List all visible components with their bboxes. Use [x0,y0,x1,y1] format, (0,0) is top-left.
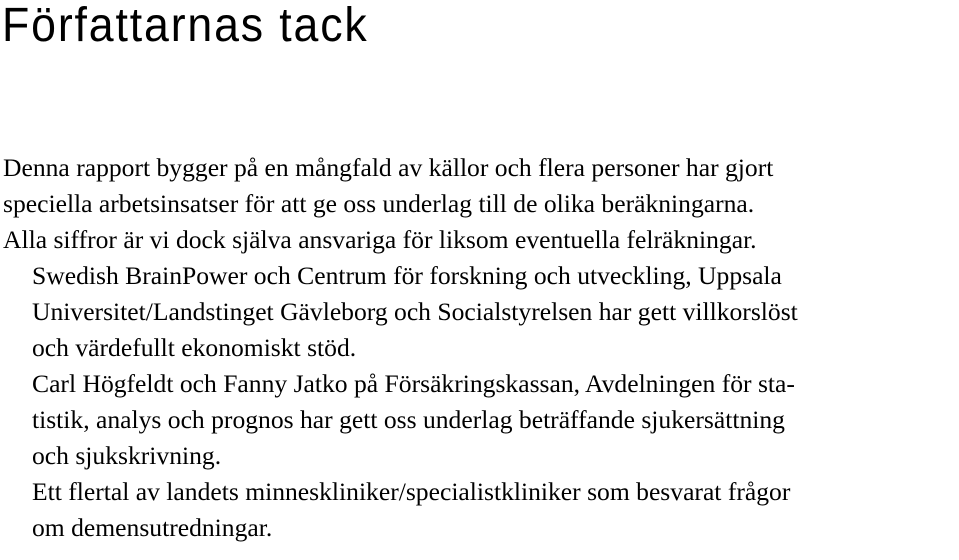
paragraph-line: Universitet/Landstinget Gävleborg och Socialstyrelsen har gett villkorslöst [32,297,798,326]
paragraph-funding [3,258,955,366]
paragraph-sources [3,150,955,258]
body-text [3,150,955,546]
paragraph-line: Swedish BrainPower och Centrum för forskning och utveckling, Uppsala [32,261,782,290]
paragraph-clinics [3,474,955,546]
paragraph-line: Alla siffror är vi dock själva ansvariga för liksom eventuella felräkningar. [3,225,757,254]
page-title: Författarnas tack [2,0,369,52]
paragraph-line: Denna rapport bygger på en mångfald av källor och flera personer har gjort [3,153,774,182]
paragraph-forsakringskassan [3,366,955,474]
paragraph-line: och värdefullt ekonomiskt stöd. [32,333,357,362]
paragraph-line: Ett flertal av landets minneskliniker/specialistkliniker som besvarat frågor [32,477,791,506]
paragraph-line: tistik, analys och prognos har gett oss underlag beträffande sjukersättning [32,405,785,434]
paragraph-line: speciella arbetsinsatser för att ge oss underlag till de olika beräkningarna. [3,189,755,218]
paragraph-line: Carl Högfeldt och Fanny Jatko på Försäkringskassan, Avdelningen för sta- [32,369,795,398]
paragraph-line: om demensutredningar. [32,513,273,542]
paragraph-line: och sjukskrivning. [32,441,222,470]
